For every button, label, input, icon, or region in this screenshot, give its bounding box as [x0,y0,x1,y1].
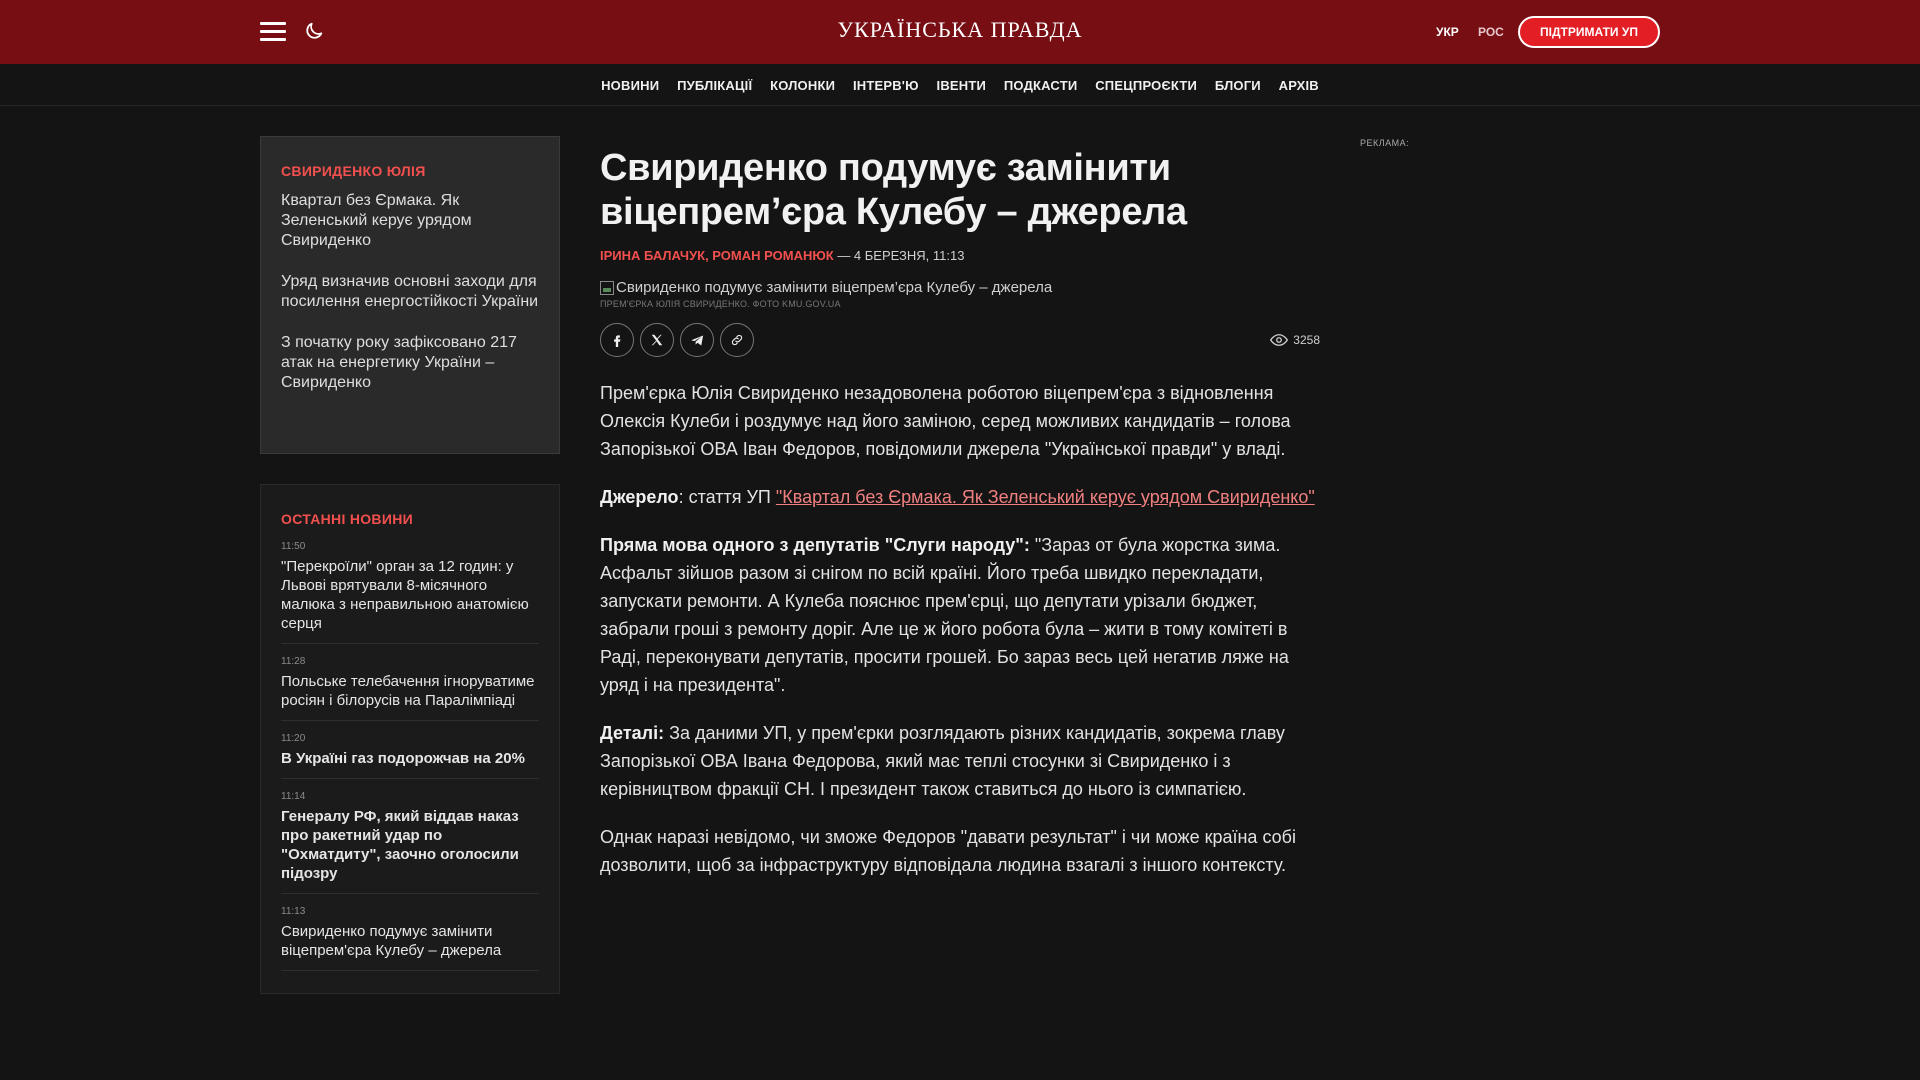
related-link[interactable]: З початку року зафіксовано 217 атак на енергетику України – Свириденко [281,334,517,391]
news-headline[interactable]: В Україні газ подорожчав на 20% [281,750,525,767]
article-headline: Свириденко подумує замінити віцепрем’єра Кулебу – джерела [600,147,1187,233]
x-icon[interactable] [640,323,674,357]
nav-item-blogs[interactable]: БЛОГИ [1214,78,1261,93]
nav-items [0,78,1920,93]
news-headline[interactable]: Генералу РФ, який віддав наказ про ракетний удар по "Охматдиту", заочно оголосили підозру [281,808,519,882]
source-label: Джерело [600,487,679,507]
nav-item-columns[interactable]: КОЛОНКИ [770,78,836,93]
share-bar [600,323,1320,357]
support-button[interactable]: ПІДТРИМАТИ УП [1518,16,1660,48]
details-label: Деталі: [600,723,665,743]
site-logo[interactable]: УКРАЇНСЬКА ПРАВДА [837,17,1083,42]
quote-text: "Зараз от була жорстка зима. Асфальт зійшов разом зі снігом по всій країні. Його треба швидко перекладати, запускати ремонти. А Кулеба пояснює прем'єрці, що депутати урізали бюджет, забрали гроші з ремонту доріг. Але це ж його робота була – жити в тому комітеті в Раді, переконувати депутатів, просити грошей. Бо зараз весь цей негатив ляже на уряд і на президента". [600,535,1289,695]
link-icon[interactable] [720,323,754,357]
source-link[interactable]: "Квартал без Єрмака. Як Зеленський керує урядом Свириденко" [775,487,1315,507]
article-image [600,279,1320,296]
nav-item-interviews[interactable]: ІНТЕРВ'Ю [852,78,919,93]
ad-label: РЕКЛАМА: [1360,138,1410,148]
article [600,146,1320,879]
related-link[interactable]: Уряд визначив основні заходи для посилення енергостійкості України [281,273,539,310]
news-headline[interactable]: Свириденко подумує замінити віцепрем'єра Кулебу – джерела [281,923,502,959]
article-authors[interactable]: ІРИНА БАЛАЧУК, РОМАН РОМАНЮК [600,248,834,263]
article-byline [600,248,1320,263]
view-count [1270,333,1320,347]
nav-item-specprojects[interactable]: СПЕЦПРОЄКТИ [1095,78,1198,93]
paragraph: Однак наразі невідомо, чи зможе Федоров "давати результат" і чи може країна собі дозволити, щоб за інфраструктуру відповідала людина взагалі з іншого контексту. [600,827,1296,875]
view-count-value: 3258 [1293,333,1320,347]
nav-item-podcasts[interactable]: ПОДКАСТИ [1003,78,1078,93]
tag-title[interactable]: СВИРИДЕНКО ЮЛІЯ [281,163,426,179]
main-nav [0,64,1920,106]
news-list-item[interactable] [281,656,539,721]
quote-label: Пряма мова одного з депутатів "Слуги народу": [600,535,1030,555]
latest-news-box [260,484,560,994]
paragraph-details [600,719,1320,803]
details-text: За даними УП, у прем'єрки розглядають різних кандидатів, зокрема главу Запорізької ОВА Івана Федорова, який має теплі стосунки зі Свириденко і з керівництвом фракції СН. І президент також ставиться до нього із симпатією. [600,723,1285,799]
moon-icon[interactable] [303,20,327,44]
related-link[interactable]: Квартал без Єрмака. Як Зеленський керує урядом Свириденко [281,192,472,249]
tag-related-box [260,136,560,454]
eye-icon [1270,334,1288,346]
paragraph-quote [600,531,1320,699]
news-headline[interactable]: "Перекроїли" орган за 12 годин: у Львові врятували 8-місячного малюка з неправильною анатомією серця [281,558,529,632]
hamburger-icon[interactable] [260,22,286,42]
news-time: 11:13 [281,906,306,917]
nav-item-publications[interactable]: ПУБЛІКАЦІЇ [677,78,753,93]
article-image-alt: Свириденко подумує замінити віцепрем’єра Кулебу – джерела [616,279,1053,296]
article-image-caption: ПРЕМ'ЄРКА ЮЛІЯ СВИРИДЕНКО. ФОТО KMU.GOV.UA [600,299,841,309]
article-date: — 4 БЕРЕЗНЯ, 11:13 [833,248,965,263]
news-list-item[interactable] [281,906,539,971]
news-time: 11:50 [281,541,306,552]
article-body [600,379,1320,879]
broken-image-icon [600,281,614,295]
facebook-icon[interactable] [600,323,634,357]
news-list-item[interactable] [281,541,539,644]
news-time: 11:14 [281,791,306,802]
news-time: 11:28 [281,656,306,667]
nav-item-events[interactable]: ІВЕНТИ [936,78,987,93]
news-headline[interactable]: Польське телебачення ігноруватиме росіян і білорусів на Паралімпіаді [281,673,535,709]
nav-item-news[interactable]: НОВИНИ [601,78,660,93]
paragraph-source [600,483,1320,511]
top-header [0,0,1920,64]
news-list-item[interactable] [281,791,539,894]
telegram-icon[interactable] [680,323,714,357]
news-list-item[interactable] [281,733,539,779]
lang-ros-link[interactable]: РОС [1478,25,1504,39]
source-text: : стаття УП [678,487,776,507]
news-time: 11:20 [281,733,306,744]
paragraph: Прем'єрка Юлія Свириденко незадоволена роботою віцепрем'єра з відновлення Олексія Кулеби і роздумує над його заміною, серед можливих кандидатів – голова Запорізької ОВА Іван Федоров, повідомили джерела "Української правди" у владі. [600,383,1291,459]
lang-ukr-link[interactable]: УКР [1436,25,1459,39]
nav-item-archive[interactable]: АРХІВ [1278,78,1319,93]
latest-news-title[interactable]: ОСТАННІ НОВИНИ [281,511,413,527]
